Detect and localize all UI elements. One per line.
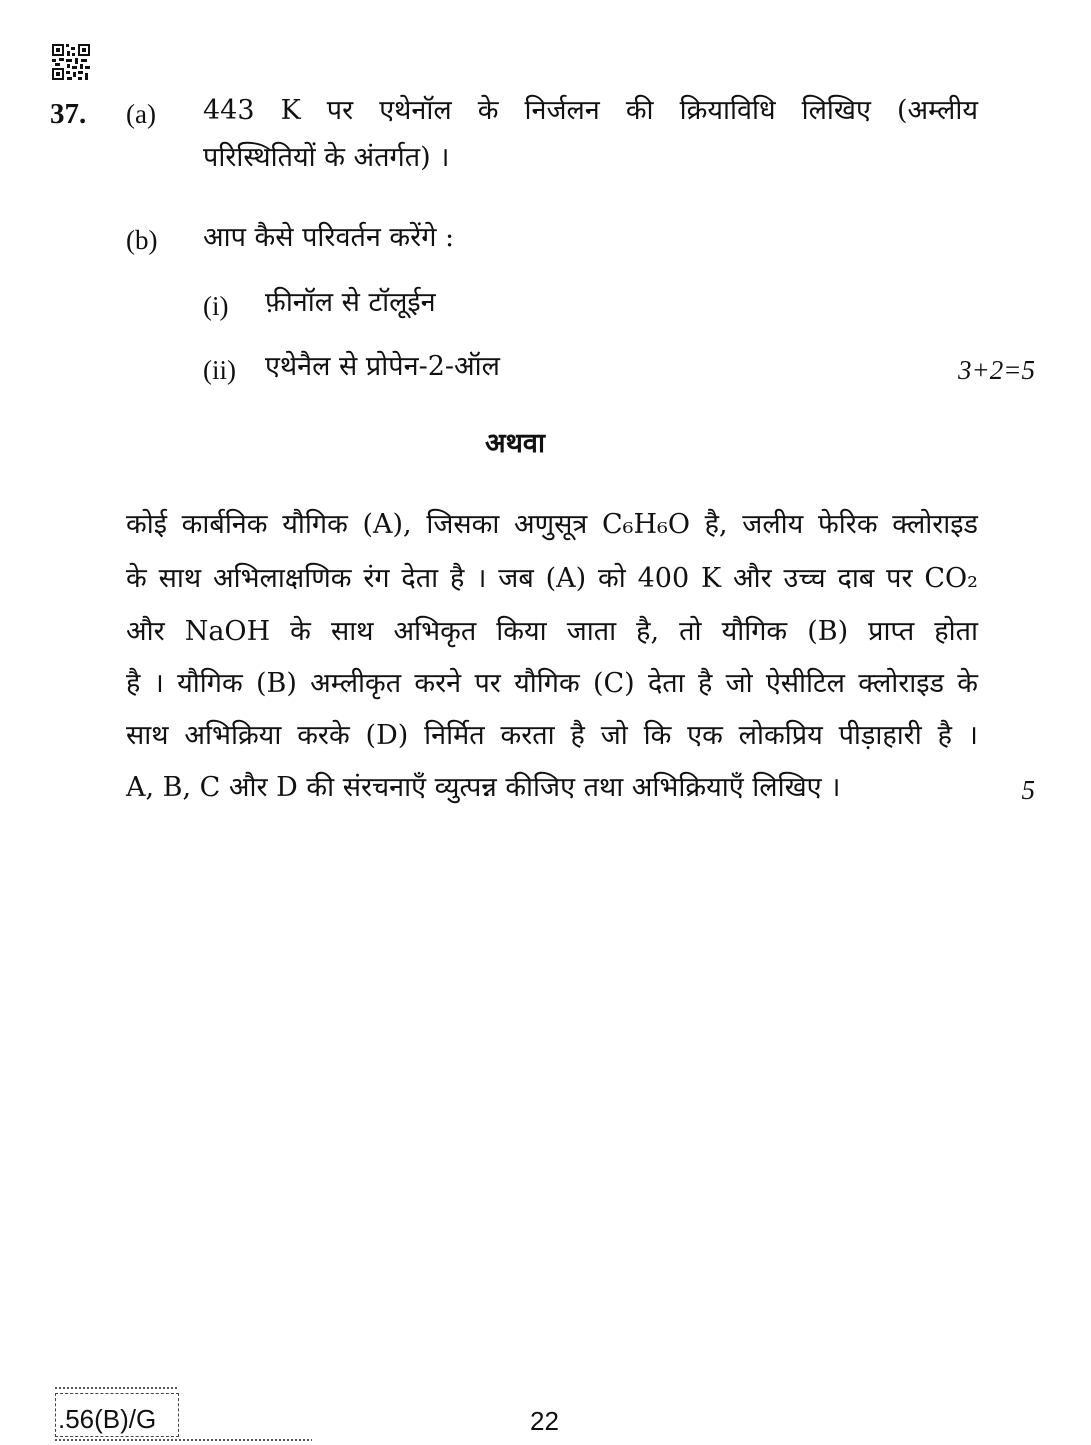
alternative-line-4: है । यौगिक (B) अम्लीकृत करने पर यौगिक (C) देता है जो ऐसीटिल क्लोराइड के: [126, 668, 978, 699]
page-number: 22: [530, 1406, 559, 1436]
alternative-line-1: कोई कार्बनिक यौगिक (A), जिसका अणुसूत्र C₆H₆O है, जलीय फेरिक क्लोराइड: [126, 509, 978, 540]
part-a-line-2: परिस्थितियों के अंतर्गत) ।: [203, 142, 450, 173]
part-b-item-1-label: (i): [203, 291, 229, 321]
alternative-marks: 5: [1021, 775, 1035, 805]
part-b-marks: 3+2=5: [958, 355, 1035, 385]
part-b-item-1-text: फ़ीनॉल से टॉलूईन: [265, 287, 436, 318]
part-a-line-1: 443 K पर एथेनॉल के निर्जलन की क्रियाविधि लिखिए (अम्लीय: [203, 95, 978, 126]
alternative-line-2: के साथ अभिलाक्षणिक रंग देता है । जब (A) को 400 K और उच्च दाब पर CO₂: [126, 563, 978, 594]
part-b-item-2-label: (ii): [203, 355, 236, 385]
part-a-label: (a): [126, 99, 156, 129]
question-number: 37.: [50, 98, 87, 130]
paper-code-box: [55, 1393, 312, 1441]
paper-code: .56(B)/G: [55, 1393, 179, 1437]
part-b-text: आप कैसे परिवर्तन करेंगे :: [203, 222, 455, 253]
barcode-strip-bottom: [55, 1439, 312, 1441]
part-b-label: (b): [126, 225, 158, 255]
barcode-strip-top: [55, 1387, 179, 1389]
qr-code-icon: [52, 44, 90, 80]
or-heading: अथवा: [485, 428, 545, 459]
part-b-item-2-text: एथेनैल से प्रोपेन-2-ऑल: [265, 351, 500, 382]
alternative-line-5: साथ अभिक्रिया करके (D) निर्मित करता है जो कि एक लोकप्रिय पीड़ाहारी है ।: [126, 720, 978, 751]
alternative-line-6: A, B, C और D की संरचनाएँ व्युत्पन्न कीजिए तथा अभिक्रियाएँ लिखिए ।: [126, 772, 841, 803]
alternative-line-3: और NaOH के साथ अभिकृत किया जाता है, तो यौगिक (B) प्राप्त होता: [126, 616, 978, 647]
